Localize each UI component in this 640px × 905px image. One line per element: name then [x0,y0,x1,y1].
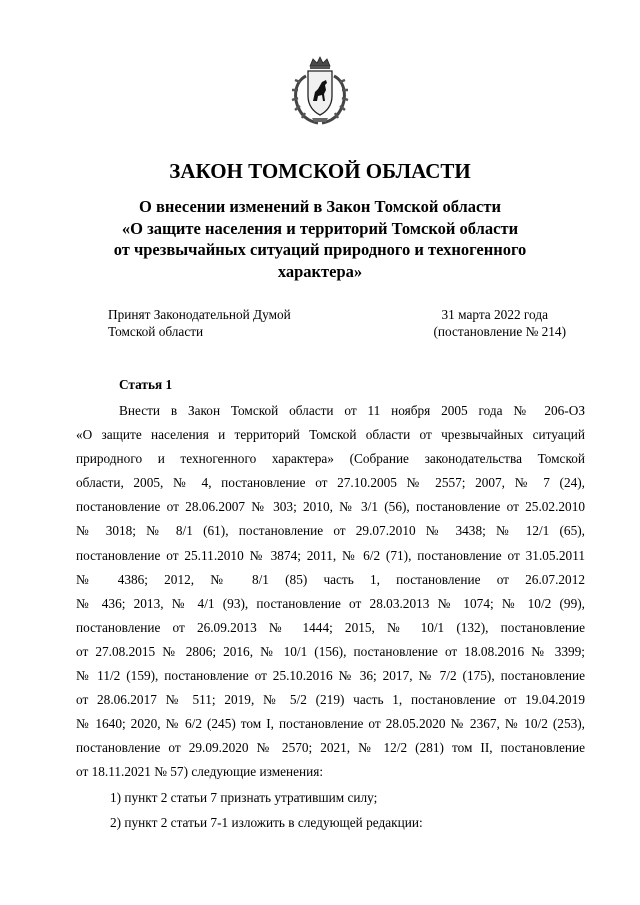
adopting-body-line: Томской области [108,324,204,339]
paragraph-line: постановление от 29.09.2020 № 2570; 2021, № 12/2 (281) том II, постановление [76,740,585,756]
paragraph-line: от 27.08.2015 № 2806; 2016, № 10/1 (156), постановление от 18.08.2016 № 3399; [76,643,585,659]
paragraph-line: № 3018; № 8/1 (61), постановление от 29.07.2010 № 3438; № 12/1 (65), [76,523,585,539]
amendment-item-1: 1) пункт 2 статьи 7 признать утратившим силу; [110,790,378,805]
subtitle-line: от чрезвычайных ситуаций природного и техногенного [113,240,527,259]
paragraph-line: от 28.06.2017 № 511; 2019, № 5/2 (219) часть 1, постановление от 19.04.2019 [76,692,585,708]
paragraph-line: постановление от 28.06.2007 № 303; 2010, № 3/1 (56), постановление от 25.02.2010 [76,499,585,515]
tomsk-oblast-coat-of-arms-icon [288,56,352,126]
law-subtitle [80,196,560,282]
paragraph-line: Внести в Закон Томской области от 11 ноября 2005 года № 206-ОЗ [119,403,585,418]
adoption-date-block [433,306,566,340]
paragraph-line: от 18.11.2021 № 57) следующие изменения: [76,764,324,780]
amendment-item-2: 2) пункт 2 статьи 7-1 изложить в следующей редакции: [110,815,423,830]
paragraph-line: «О защите населения и территорий Томской области от чрезвычайных ситуаций [76,427,585,443]
paragraph-line: № 1640; 2020, № 6/2 (245) том I, постановление от 28.05.2020 № 2367, № 10/2 (253), [76,716,585,732]
subtitle-line: характера» [277,261,363,281]
paragraph-line: № 436; 2013, № 4/1 (93), постановление от 28.03.2013 № 1074; № 10/2 (99), [76,595,585,611]
subtitle-line: О внесении изменений в Закон Томской области [139,197,501,216]
paragraph-line: постановление от 26.09.2013 № 1444; 2015, № 10/1 (132), постановление [76,619,585,635]
subtitle-line: «О защите населения и территорий Томской области [121,218,519,238]
article-paragraph [76,399,585,785]
resolution-number: (постановление № 214) [433,324,566,339]
adoption-date: 31 марта 2022 года [441,307,548,322]
paragraph-line: № 11/2 (159), постановление от 25.10.2016 № 36; 2017, № 7/2 (175), постановление [76,668,585,684]
adopting-body [108,306,291,340]
adopting-body-line: Принят Законодательной Думой [108,307,291,322]
paragraph-line: № 4386; 2012, № 8/1 (85) часть 1, постановление от 26.07.2012 [76,571,585,587]
article-heading: Статья 1 [119,377,173,392]
paragraph-line: области, 2005, № 4, постановление от 27.10.2005 № 2557; 2007, № 7 (24), [76,475,585,491]
paragraph-line: постановление от 25.11.2010 № 3874; 2011, № 6/2 (71), постановление от 31.05.2011 [76,547,585,563]
paragraph-line: природного и техногенного характера» (Собрание законодательства Томской [76,451,585,467]
law-title: ЗАКОН ТОМСКОЙ ОБЛАСТИ [169,159,471,183]
